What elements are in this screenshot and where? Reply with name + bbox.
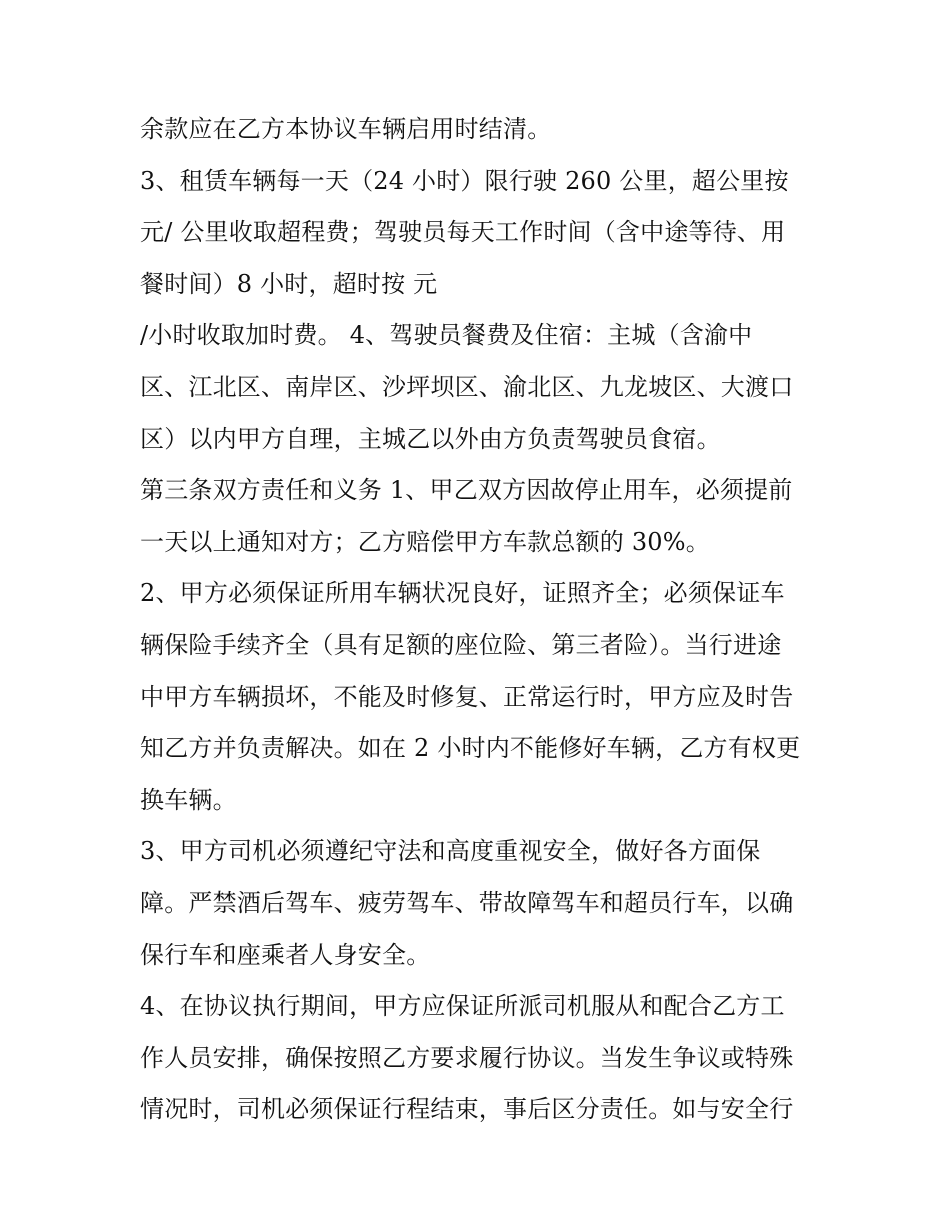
text-line: 换车辆。 <box>140 785 237 814</box>
text-line: 障。严禁酒后驾车、疲劳驾车、带故障驾车和超员行车，以确 <box>140 888 794 917</box>
text-line: 3、租赁车辆每一天（24 小时）限行驶 260 公里，超公里按 <box>140 166 789 195</box>
text-line: /小时收取加时费。 4、驾驶员餐费及住宿：主城（含渝中 <box>140 321 753 350</box>
document-body <box>140 104 830 1136</box>
text-line: 2、甲方必须保证所用车辆状况良好，证照齐全；必须保证车 <box>140 579 785 608</box>
text-line: 区）以内甲方自理，主城乙以外由方负责驾驶员食宿。 <box>140 424 721 453</box>
text-line: 辆保险手续齐全（具有足额的座位险、第三者险）。当行进途 <box>140 630 782 659</box>
text-line: 保行车和座乘者人身安全。 <box>140 940 431 969</box>
text-line: 知乙方并负责解决。如在 2 小时内不能修好车辆，乙方有权更 <box>140 734 801 763</box>
text-line: 第三条双方责任和义务 1、甲乙双方因故停止用车，必须提前 <box>140 476 793 505</box>
text-line: 区、江北区、南岸区、沙坪坝区、渝北区、九龙坡区、大渡口 <box>140 372 794 401</box>
text-line: 一天以上通知对方；乙方赔偿甲方车款总额的 30%。 <box>140 527 710 556</box>
text-line: 元/ 公里收取超程费；驾驶员每天工作时间（含中途等待、用 <box>140 218 786 247</box>
text-line: 4、在协议执行期间，甲方应保证所派司机服从和配合乙方工 <box>140 992 785 1021</box>
text-line: 餐时间）8 小时，超时按 元 <box>140 269 438 298</box>
text-line: 3、甲方司机必须遵纪守法和高度重视安全，做好各方面保 <box>140 837 761 866</box>
text-line: 余款应在乙方本协议车辆启用时结清。 <box>140 115 552 143</box>
text-line: 情况时，司机必须保证行程结束，事后区分责任。如与安全行 <box>140 1095 794 1124</box>
text-line: 中甲方车辆损坏，不能及时修复、正常运行时，甲方应及时告 <box>140 682 794 711</box>
text-line: 作人员安排，确保按照乙方要求履行协议。当发生争议或特殊 <box>140 1043 794 1072</box>
